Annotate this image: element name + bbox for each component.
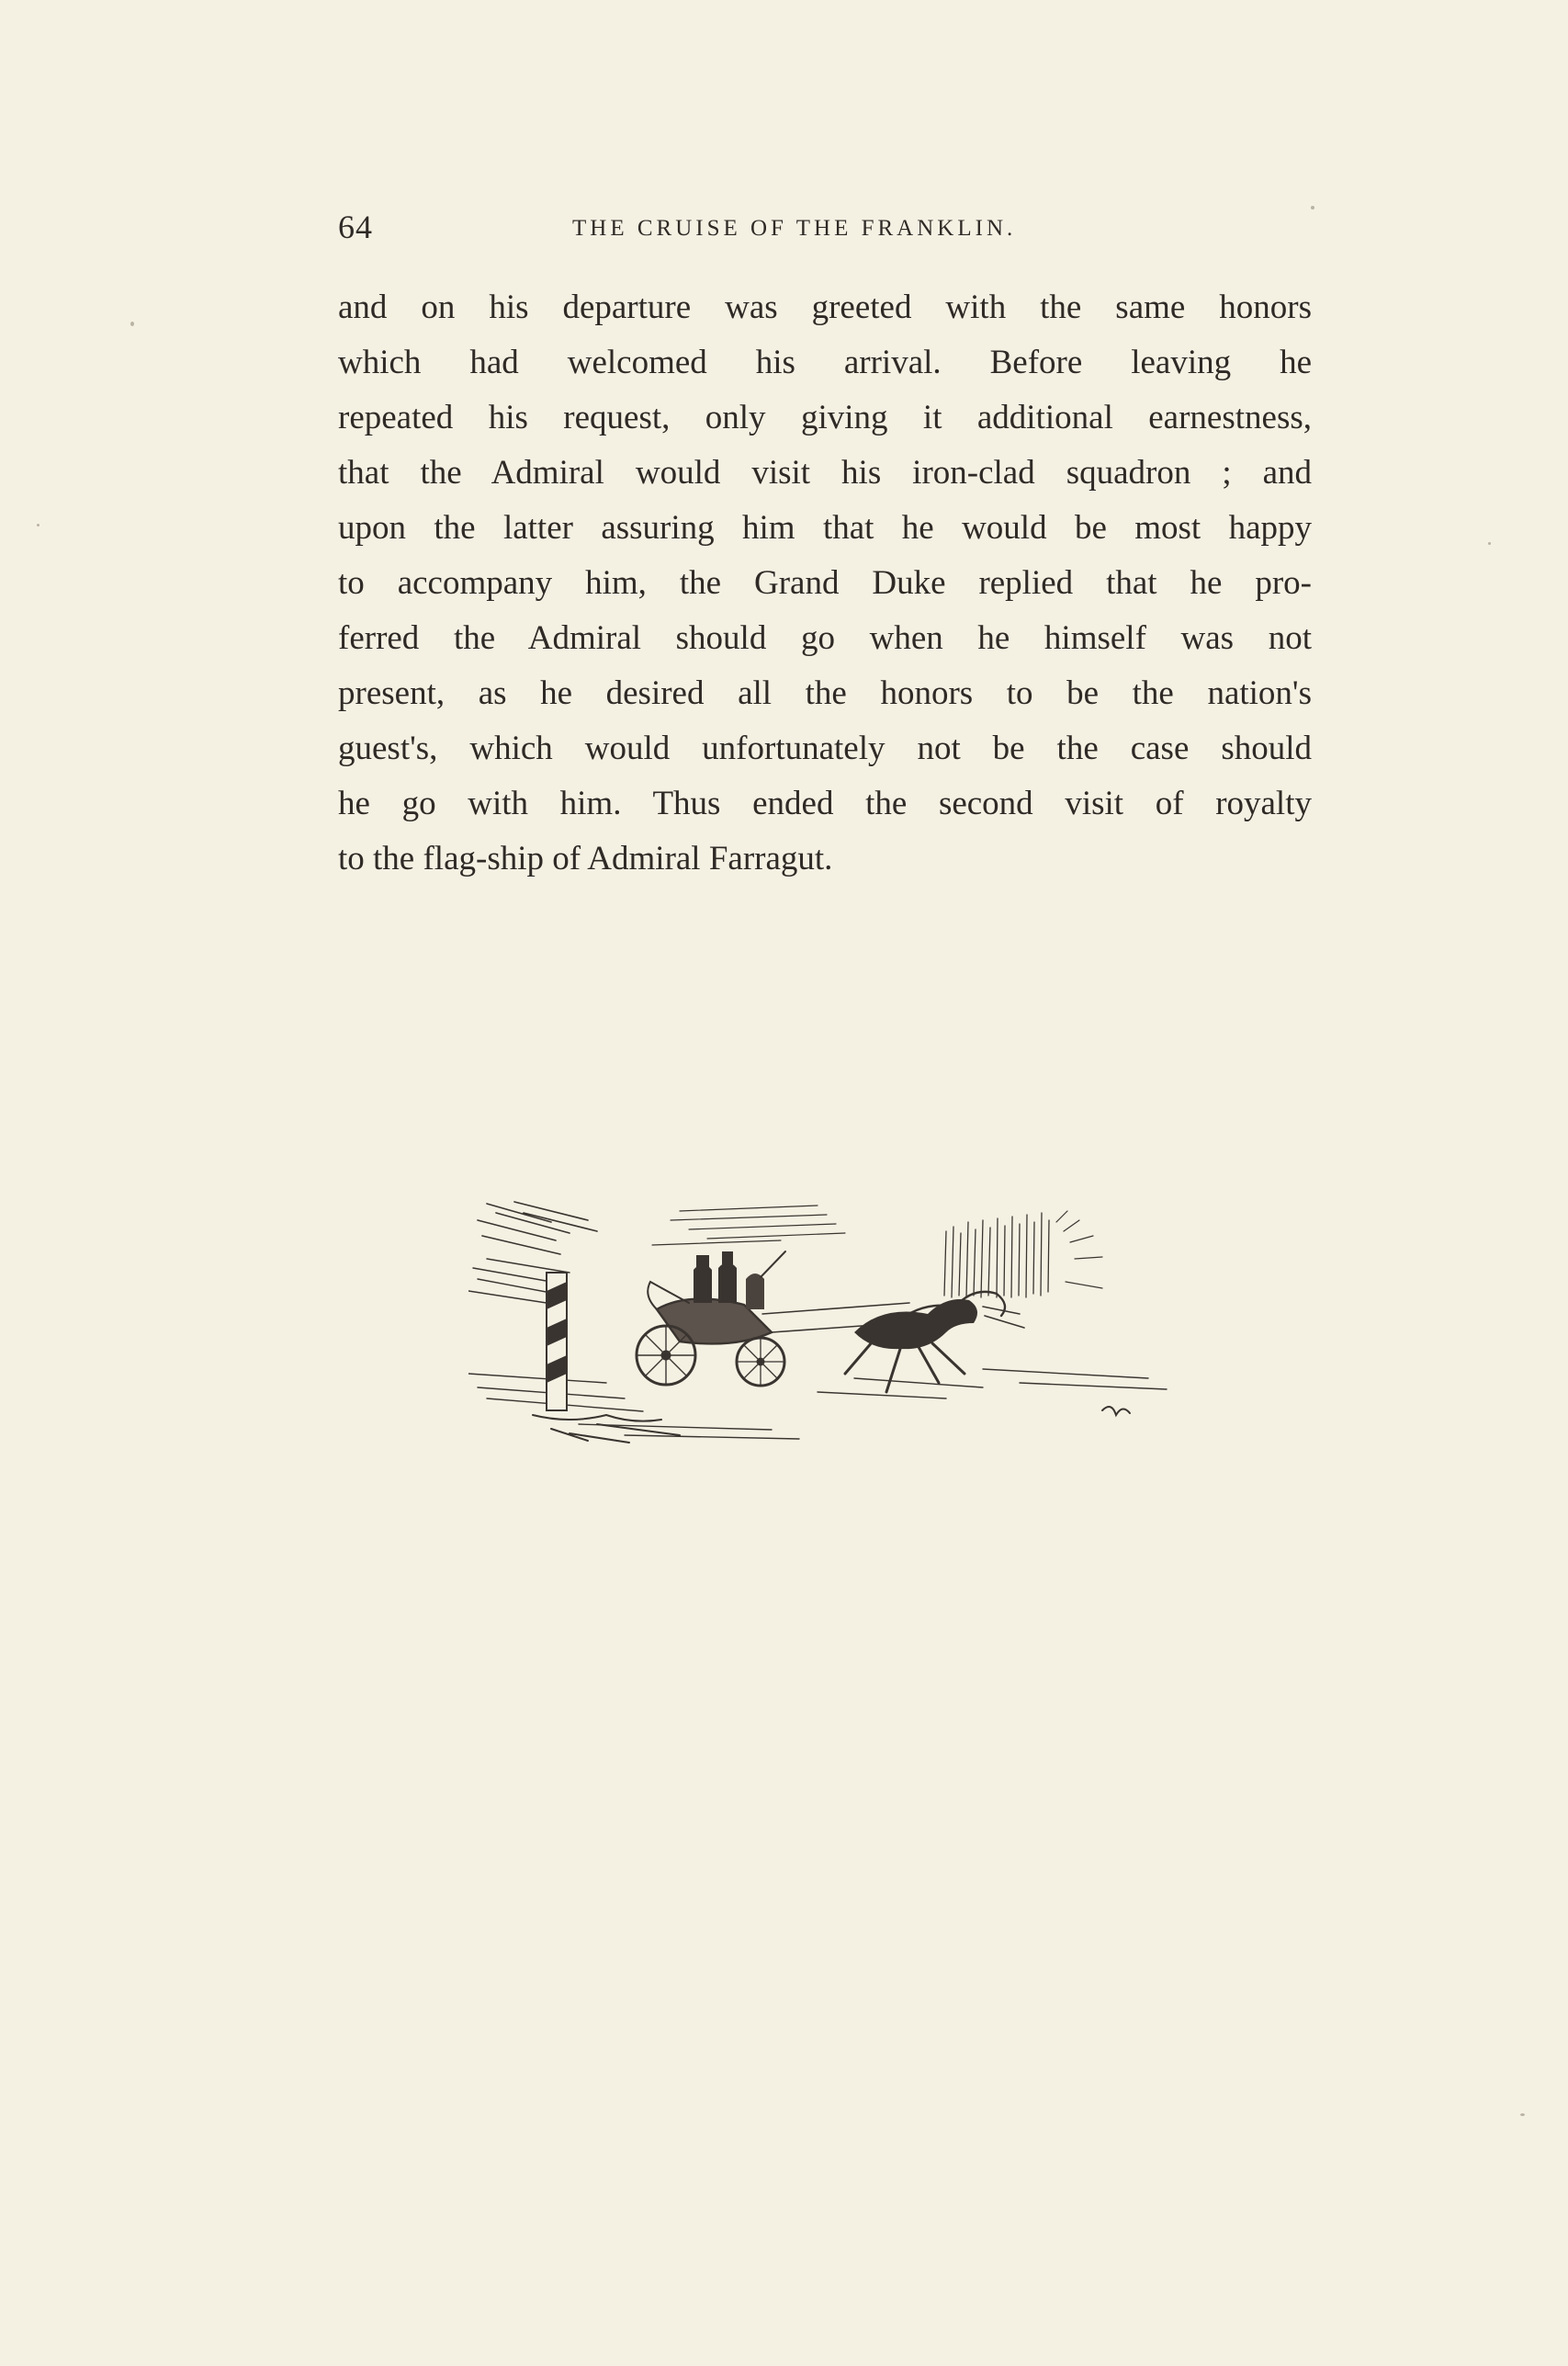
- body-text: [338, 280, 1312, 887]
- text-line: guest's, which would unfortunately not be the case should: [338, 730, 1312, 767]
- text-line: he go with him. Thus ended the second visit of royalty: [338, 785, 1312, 822]
- running-title: THE CRUISE OF THE FRANKLIN.: [572, 216, 1017, 241]
- paper-speck: [1488, 542, 1491, 545]
- paper-speck: [130, 322, 134, 326]
- text-line: to accompany him, the Grand Duke replied that he pro-: [338, 564, 1312, 602]
- running-head: [338, 208, 1312, 254]
- carriage-illustration: [468, 1194, 1203, 1489]
- text-line: ferred the Admiral should go when he himself was not: [338, 619, 1312, 657]
- text-line: to the flag-ship of Admiral Farragut.: [338, 840, 833, 877]
- text-line: which had welcomed his arrival. Before leaving he: [338, 344, 1312, 381]
- paper-speck: [1311, 206, 1314, 209]
- paper-speck: [37, 524, 39, 526]
- page-number: 64: [338, 209, 373, 245]
- text-line: upon the latter assuring him that he would be most happy: [338, 509, 1312, 547]
- text-line: repeated his request, only giving it additional earnestness,: [338, 399, 1312, 436]
- text-line: and on his departure was greeted with the same honors: [338, 289, 1312, 326]
- text-line: present, as he desired all the honors to be the nation's: [338, 674, 1312, 712]
- text-line: that the Admiral would visit his iron-clad squadron ; and: [338, 454, 1312, 492]
- paper-speck: [1520, 2113, 1525, 2116]
